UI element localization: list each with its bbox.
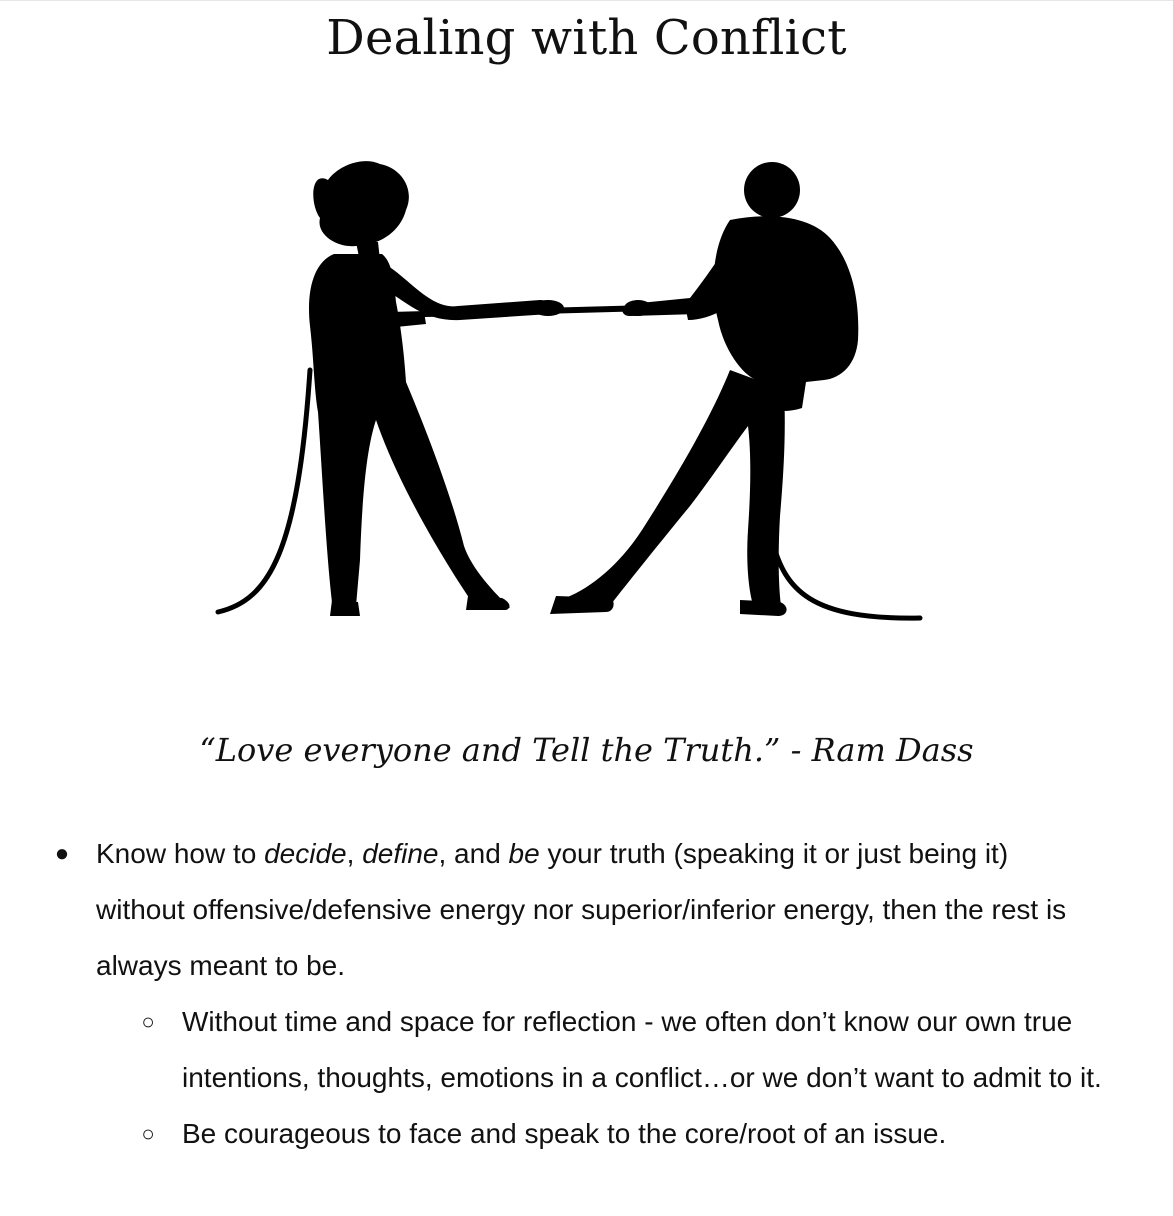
page-top-rule	[0, 0, 1173, 1]
bullet-marker: ●	[54, 840, 70, 867]
sub-bullet-marker: ○	[141, 1121, 155, 1146]
sub-bullet-text: Without time and space for reflection - we often don’t know our own true intentions, thoughts, emotions in a conflict…or we don’t want to admit to it.	[182, 1006, 1102, 1093]
text-run: , and	[438, 838, 509, 869]
text-run: ,	[346, 838, 363, 869]
quote: “Love everyone and Tell the Truth.” - Ram Dass	[199, 731, 974, 769]
text-run: your truth (speaking it or just being it) without offensive/defensive energy nor superior/inferior energy, then the rest is always meant to be.	[96, 838, 1067, 981]
sub-list-item	[0, 994, 1173, 1106]
text-run-italic: be	[508, 838, 540, 869]
sub-bullet-text: Be courageous to face and speak to the core/root of an issue.	[182, 1118, 947, 1149]
page-title: Dealing with Conflict	[326, 10, 847, 66]
sub-list-item	[0, 1106, 1173, 1162]
text-run-italic: define	[362, 838, 439, 869]
list-item	[0, 826, 1173, 994]
sub-bullet-marker: ○	[141, 1009, 155, 1034]
bullet-list	[0, 826, 1173, 1162]
text-run: Know how to	[96, 838, 265, 869]
text-run-italic: decide	[264, 838, 347, 869]
tug-of-war-silhouette-icon	[210, 150, 930, 630]
bullet-text	[96, 838, 1066, 981]
